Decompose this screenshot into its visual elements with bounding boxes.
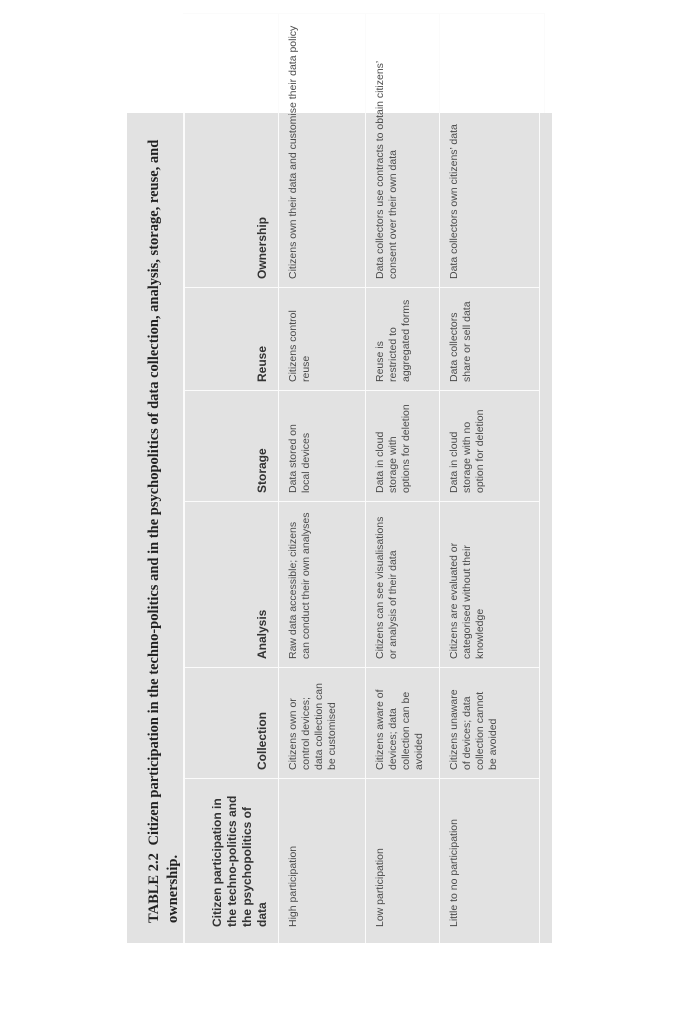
table-cell: Citizens control reuse (279, 287, 366, 390)
table-cell: Data stored on local devices (279, 390, 366, 501)
table-cell: Citizens own or control devices; data collection can be customised (279, 667, 366, 778)
table-cell: Data collectors use contracts to obtain citizens’ consent over their own data (366, 13, 440, 287)
table-grid (183, 25, 539, 943)
table-cell: Data collectors own citizens’ data (440, 13, 545, 287)
rotated-table (127, 25, 551, 943)
table-cell: Citizens are evaluated or categorised without their knowledge (440, 501, 545, 667)
table-cell: Citizens own their data and customise their data policy (279, 13, 366, 287)
caption-label: TABLE 2.2 (146, 853, 162, 923)
table-cell: Citizens can see visualisations or analysis of their data (366, 501, 440, 667)
header-collection: Collection (183, 667, 279, 778)
table-cell: Data in cloud storage with no option for deletion (440, 390, 545, 501)
table-footer-band (539, 113, 552, 943)
header-storage: Storage (183, 390, 279, 501)
row-label-high: High participation (279, 778, 366, 943)
row-label-low: Low participation (366, 778, 440, 943)
table-cell: Citizens unaware of devices; data collection cannot be avoided (440, 667, 545, 778)
table-cell: Data in cloud storage with options for deletion (366, 390, 440, 501)
caption-text: Citizen participation in the techno-politics and in the psychopolitics of data collection, analysis, storage, reuse, and ownership. (146, 139, 181, 923)
table-cell: Reuse is restricted to aggregated forms (366, 287, 440, 390)
header-analysis: Analysis (183, 501, 279, 667)
header-divider (183, 113, 185, 943)
table-container (127, 25, 551, 943)
table-cell: Data collectors share or sell data (440, 287, 545, 390)
header-reuse: Reuse (183, 287, 279, 390)
header-participation: Citizen participation in the techno-politics and the psychopolitics of data (183, 778, 279, 943)
header-ownership: Ownership (183, 13, 279, 287)
table-cell: Citizens aware of devices; data collection can be avoided (366, 667, 440, 778)
table-cell: Raw data accessible; citizens can conduct their own analyses (279, 501, 366, 667)
row-label-little: Little to no participation (440, 778, 545, 943)
table-caption (145, 133, 183, 923)
